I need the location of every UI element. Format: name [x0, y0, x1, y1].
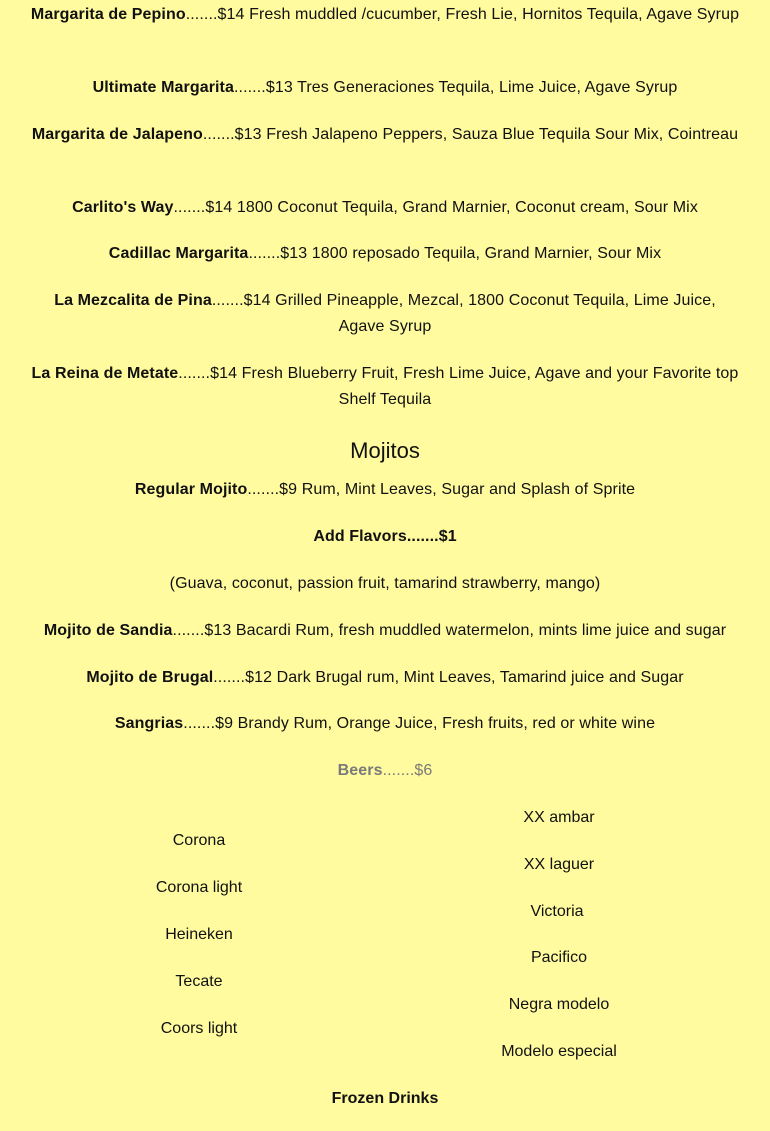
section-heading-mojitos: Mojitos: [350, 438, 420, 463]
item-name: Margarita de Pepino: [30, 6, 186, 23]
flavors-list: (Guava, coconut, passion fruit, tamarind strawberry, mango): [169, 575, 601, 592]
beer-item: XX ambar: [523, 809, 595, 826]
item-description: .......$13 Fresh Jalapeno Peppers, Sauza Blue Tequila Sour Mix, Cointreau: [202, 126, 739, 143]
beer-item: Corona: [172, 832, 226, 849]
section-heading-frozen-drinks: Frozen Drinks: [331, 1090, 439, 1107]
menu-item-mojito-de-sandia: [30, 618, 740, 644]
item-name: La Mezcalita de Pina: [54, 292, 212, 309]
item-description: .......$12 Dark Brugal rum, Mint Leaves, Tamarind juice and Sugar: [213, 669, 684, 686]
menu-item-la-mezcalita-de-pina: [30, 288, 740, 340]
item-name: La Reina de Metate: [31, 365, 179, 382]
menu-item-regular-mojito: [30, 477, 740, 503]
item-name: Sangrias: [114, 715, 184, 732]
item-description: .......$9 Brandy Rum, Orange Juice, Fresh fruits, red or white wine: [183, 715, 656, 732]
beer-item: XX laguer: [523, 856, 595, 873]
item-description: .......$14 Grilled Pineapple, Mezcal, 1800 Coconut Tequila, Lime Juice, Agave Syrup: [211, 292, 716, 335]
item-name: Cadillac Margarita: [108, 245, 249, 262]
beer-item: Modelo especial: [501, 1043, 617, 1060]
beer-item: Victoria: [530, 903, 584, 920]
beer-item: Pacifico: [530, 949, 588, 966]
beer-item: Tecate: [175, 973, 223, 990]
item-description: .......$14 Fresh muddled /cucumber, Fresh Lie, Hornitos Tequila, Agave Syrup: [185, 6, 740, 23]
beers-label: Beers: [337, 762, 383, 779]
menu-item-carlitos-way: [30, 195, 740, 221]
item-description: .......$13 Bacardi Rum, fresh muddled watermelon, mints lime juice and sugar: [172, 622, 727, 639]
item-name: Margarita de Jalapeno: [31, 126, 203, 143]
menu-item-add-flavors: [30, 524, 740, 550]
item-name: Mojito de Brugal: [86, 669, 214, 686]
menu-item-sangrias: [30, 711, 740, 737]
menu-item-cadillac-margarita: [30, 241, 740, 267]
menu-item-margarita-de-jalapeno: [30, 122, 740, 148]
item-description: .......$14 Fresh Blueberry Fruit, Fresh Lime Juice, Agave and your Favorite top Shelf Tequila: [178, 365, 739, 408]
item-name: Regular Mojito: [134, 481, 248, 498]
add-flavors-label: Add Flavors.......$1: [313, 528, 457, 545]
item-description: .......$9 Rum, Mint Leaves, Sugar and Splash of Sprite: [247, 481, 636, 498]
beer-item: Negra modelo: [508, 996, 610, 1013]
item-description: .......$13 Tres Generaciones Tequila, Lime Juice, Agave Syrup: [234, 79, 678, 96]
beers-heading: [30, 758, 740, 784]
beers-price: .......$6: [382, 762, 433, 779]
item-description: .......$14 1800 Coconut Tequila, Grand Marnier, Coconut cream, Sour Mix: [173, 199, 698, 216]
beer-item: Coors light: [160, 1020, 238, 1037]
menu-item-margarita-de-pepino: [30, 2, 740, 28]
menu-item-la-reina-de-metate: [30, 361, 740, 413]
beer-item: Heineken: [165, 926, 233, 943]
beer-item: Corona light: [155, 879, 243, 896]
item-description: .......$13 1800 reposado Tequila, Grand Marnier, Sour Mix: [248, 245, 662, 262]
menu-item-mojito-de-brugal: [30, 665, 740, 691]
item-name: Ultimate Margarita: [92, 79, 234, 96]
menu-item-ultimate-margarita: [30, 75, 740, 101]
item-name: Carlito's Way: [72, 199, 174, 216]
item-name: Mojito de Sandia: [43, 622, 173, 639]
